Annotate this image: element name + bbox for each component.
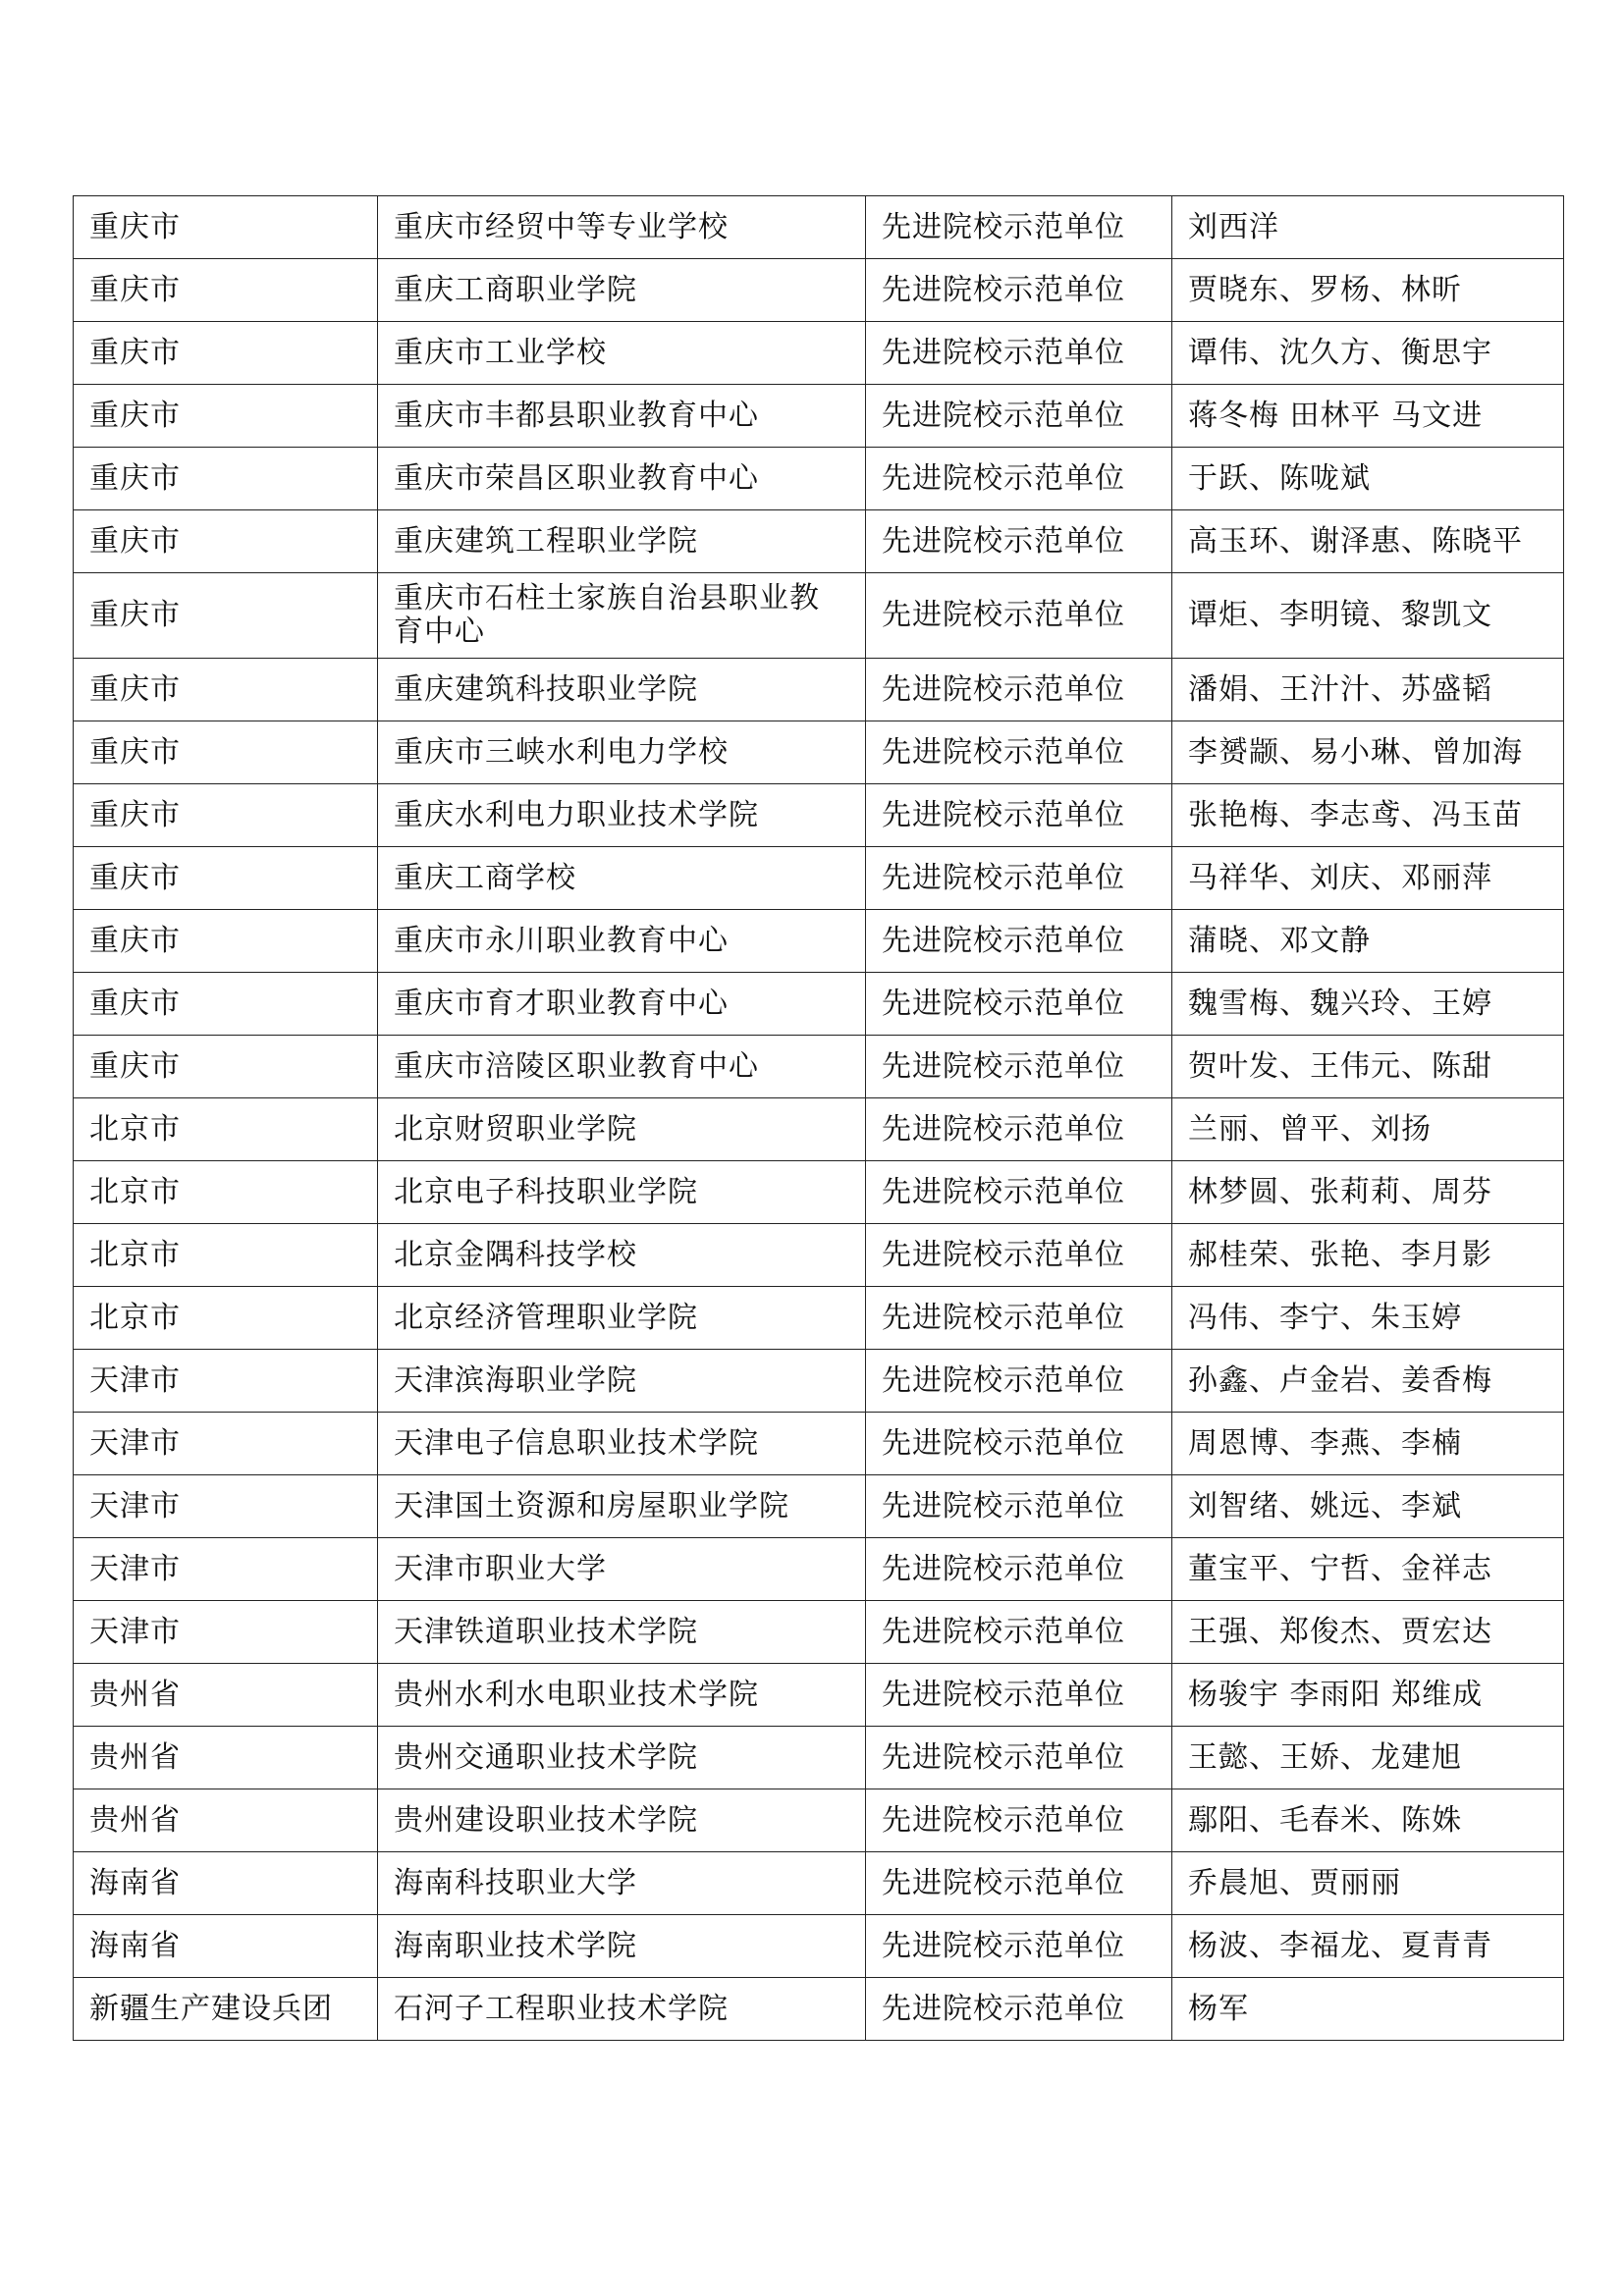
school-name-cell: 重庆市三峡水利电力学校 (378, 721, 866, 784)
award-title-cell: 先进院校示范单位 (866, 448, 1172, 510)
award-title-cell: 先进院校示范单位 (866, 1413, 1172, 1475)
region-cell: 天津市 (74, 1475, 378, 1538)
persons-cell: 刘西洋 (1172, 196, 1564, 259)
persons-cell: 冯伟、李宁、朱玉婷 (1172, 1287, 1564, 1350)
persons-cell: 周恩博、李燕、李楠 (1172, 1413, 1564, 1475)
table-row (74, 1978, 1564, 2041)
persons-cell: 杨军 (1172, 1978, 1564, 2041)
school-name-cell: 重庆水利电力职业技术学院 (378, 784, 866, 847)
region-cell: 重庆市 (74, 1036, 378, 1098)
school-name-cell: 贵州建设职业技术学院 (378, 1789, 866, 1852)
school-name-cell: 石河子工程职业技术学院 (378, 1978, 866, 2041)
table-row (74, 784, 1564, 847)
school-name-cell: 重庆市工业学校 (378, 322, 866, 385)
region-cell: 重庆市 (74, 784, 378, 847)
award-title-cell: 先进院校示范单位 (866, 1224, 1172, 1287)
school-name-cell: 贵州交通职业技术学院 (378, 1727, 866, 1789)
table-row (74, 847, 1564, 910)
persons-cell: 杨波、李福龙、夏青青 (1172, 1915, 1564, 1978)
persons-cell: 刘智绪、姚远、李斌 (1172, 1475, 1564, 1538)
award-table-body (74, 196, 1564, 2041)
persons-cell: 蒋冬梅 田林平 马文进 (1172, 385, 1564, 448)
table-row (74, 573, 1564, 659)
region-cell: 贵州省 (74, 1727, 378, 1789)
region-cell: 贵州省 (74, 1789, 378, 1852)
region-cell: 北京市 (74, 1287, 378, 1350)
region-cell: 重庆市 (74, 448, 378, 510)
persons-cell: 郝桂荣、张艳、李月影 (1172, 1224, 1564, 1287)
region-cell: 重庆市 (74, 510, 378, 573)
table-row (74, 196, 1564, 259)
region-cell: 重庆市 (74, 196, 378, 259)
persons-cell: 蒲晓、邓文静 (1172, 910, 1564, 973)
award-title-cell: 先进院校示范单位 (866, 1978, 1172, 2041)
region-cell: 北京市 (74, 1224, 378, 1287)
table-row (74, 1161, 1564, 1224)
persons-cell: 王懿、王娇、龙建旭 (1172, 1727, 1564, 1789)
school-name-cell: 天津市职业大学 (378, 1538, 866, 1601)
award-title-cell: 先进院校示范单位 (866, 1036, 1172, 1098)
persons-cell: 兰丽、曾平、刘扬 (1172, 1098, 1564, 1161)
school-name-cell: 重庆市永川职业教育中心 (378, 910, 866, 973)
table-row (74, 448, 1564, 510)
award-title-cell: 先进院校示范单位 (866, 1664, 1172, 1727)
region-cell: 天津市 (74, 1413, 378, 1475)
award-title-cell: 先进院校示范单位 (866, 721, 1172, 784)
award-title-cell: 先进院校示范单位 (866, 784, 1172, 847)
persons-cell: 鄢阳、毛春米、陈姝 (1172, 1789, 1564, 1852)
persons-cell: 于跃、陈咙斌 (1172, 448, 1564, 510)
table-row (74, 1098, 1564, 1161)
school-name-cell: 天津铁道职业技术学院 (378, 1601, 866, 1664)
award-title-cell: 先进院校示范单位 (866, 1161, 1172, 1224)
persons-cell: 潘娟、王汁汁、苏盛韬 (1172, 659, 1564, 721)
school-name-cell: 重庆市石柱土家族自治县职业教育中心 (378, 573, 866, 659)
region-cell: 贵州省 (74, 1664, 378, 1727)
table-row (74, 1538, 1564, 1601)
award-title-cell: 先进院校示范单位 (866, 322, 1172, 385)
table-row (74, 1601, 1564, 1664)
school-name-cell: 重庆市经贸中等专业学校 (378, 196, 866, 259)
award-title-cell: 先进院校示范单位 (866, 1915, 1172, 1978)
school-name-cell: 贵州水利水电职业技术学院 (378, 1664, 866, 1727)
region-cell: 重庆市 (74, 259, 378, 322)
award-title-cell: 先进院校示范单位 (866, 385, 1172, 448)
persons-cell: 董宝平、宁哲、金祥志 (1172, 1538, 1564, 1601)
award-title-cell: 先进院校示范单位 (866, 910, 1172, 973)
school-name-cell: 海南职业技术学院 (378, 1915, 866, 1978)
table-row (74, 1413, 1564, 1475)
award-title-cell: 先进院校示范单位 (866, 1601, 1172, 1664)
region-cell: 重庆市 (74, 721, 378, 784)
table-row (74, 1664, 1564, 1727)
persons-cell: 魏雪梅、魏兴玲、王婷 (1172, 973, 1564, 1036)
region-cell: 重庆市 (74, 847, 378, 910)
school-name-cell: 重庆工商学校 (378, 847, 866, 910)
award-table (73, 195, 1564, 2041)
award-title-cell: 先进院校示范单位 (866, 573, 1172, 659)
region-cell: 重庆市 (74, 910, 378, 973)
table-row (74, 1789, 1564, 1852)
school-name-cell: 北京金隅科技学校 (378, 1224, 866, 1287)
award-title-cell: 先进院校示范单位 (866, 1852, 1172, 1915)
region-cell: 天津市 (74, 1350, 378, 1413)
persons-cell: 谭炬、李明镜、黎凯文 (1172, 573, 1564, 659)
persons-cell: 乔晨旭、贾丽丽 (1172, 1852, 1564, 1915)
award-title-cell: 先进院校示范单位 (866, 1538, 1172, 1601)
table-row (74, 1727, 1564, 1789)
region-cell: 重庆市 (74, 659, 378, 721)
region-cell: 新疆生产建设兵团 (74, 1978, 378, 2041)
table-row (74, 1852, 1564, 1915)
persons-cell: 李赟颛、易小琳、曾加海 (1172, 721, 1564, 784)
table-row (74, 1036, 1564, 1098)
persons-cell: 贺叶发、王伟元、陈甜 (1172, 1036, 1564, 1098)
school-name-cell: 北京电子科技职业学院 (378, 1161, 866, 1224)
award-title-cell: 先进院校示范单位 (866, 1350, 1172, 1413)
region-cell: 北京市 (74, 1161, 378, 1224)
award-title-cell: 先进院校示范单位 (866, 259, 1172, 322)
award-title-cell: 先进院校示范单位 (866, 847, 1172, 910)
table-row (74, 259, 1564, 322)
region-cell: 海南省 (74, 1852, 378, 1915)
table-row (74, 659, 1564, 721)
region-cell: 重庆市 (74, 322, 378, 385)
table-row (74, 1287, 1564, 1350)
table-row (74, 1224, 1564, 1287)
region-cell: 天津市 (74, 1601, 378, 1664)
award-title-cell: 先进院校示范单位 (866, 1727, 1172, 1789)
table-row (74, 510, 1564, 573)
award-title-cell: 先进院校示范单位 (866, 510, 1172, 573)
table-row (74, 721, 1564, 784)
award-title-cell: 先进院校示范单位 (866, 1475, 1172, 1538)
school-name-cell: 北京经济管理职业学院 (378, 1287, 866, 1350)
table-row (74, 1915, 1564, 1978)
persons-cell: 贾晓东、罗杨、林昕 (1172, 259, 1564, 322)
school-name-cell: 北京财贸职业学院 (378, 1098, 866, 1161)
table-row (74, 1475, 1564, 1538)
persons-cell: 马祥华、刘庆、邓丽萍 (1172, 847, 1564, 910)
school-name-cell: 天津电子信息职业技术学院 (378, 1413, 866, 1475)
award-title-cell: 先进院校示范单位 (866, 196, 1172, 259)
school-name-cell: 重庆市荣昌区职业教育中心 (378, 448, 866, 510)
region-cell: 重庆市 (74, 573, 378, 659)
school-name-cell: 重庆市涪陵区职业教育中心 (378, 1036, 866, 1098)
region-cell: 重庆市 (74, 385, 378, 448)
region-cell: 天津市 (74, 1538, 378, 1601)
persons-cell: 谭伟、沈久方、衡思宇 (1172, 322, 1564, 385)
persons-cell: 张艳梅、李志鸢、冯玉苗 (1172, 784, 1564, 847)
award-title-cell: 先进院校示范单位 (866, 1098, 1172, 1161)
award-title-cell: 先进院校示范单位 (866, 973, 1172, 1036)
table-row (74, 1350, 1564, 1413)
persons-cell: 林梦圆、张莉莉、周芬 (1172, 1161, 1564, 1224)
table-row (74, 322, 1564, 385)
region-cell: 北京市 (74, 1098, 378, 1161)
persons-cell: 高玉环、谢泽惠、陈晓平 (1172, 510, 1564, 573)
region-cell: 重庆市 (74, 973, 378, 1036)
award-title-cell: 先进院校示范单位 (866, 1287, 1172, 1350)
table-row (74, 973, 1564, 1036)
persons-cell: 王强、郑俊杰、贾宏达 (1172, 1601, 1564, 1664)
region-cell: 海南省 (74, 1915, 378, 1978)
school-name-cell: 重庆建筑工程职业学院 (378, 510, 866, 573)
school-name-cell: 重庆市丰都县职业教育中心 (378, 385, 866, 448)
school-name-cell: 重庆工商职业学院 (378, 259, 866, 322)
award-title-cell: 先进院校示范单位 (866, 659, 1172, 721)
school-name-cell: 天津滨海职业学院 (378, 1350, 866, 1413)
school-name-cell: 海南科技职业大学 (378, 1852, 866, 1915)
persons-cell: 孙鑫、卢金岩、姜香梅 (1172, 1350, 1564, 1413)
school-name-cell: 重庆市育才职业教育中心 (378, 973, 866, 1036)
school-name-cell: 重庆建筑科技职业学院 (378, 659, 866, 721)
table-row (74, 385, 1564, 448)
table-row (74, 910, 1564, 973)
award-title-cell: 先进院校示范单位 (866, 1789, 1172, 1852)
persons-cell: 杨骏宇 李雨阳 郑维成 (1172, 1664, 1564, 1727)
school-name-cell: 天津国土资源和房屋职业学院 (378, 1475, 866, 1538)
